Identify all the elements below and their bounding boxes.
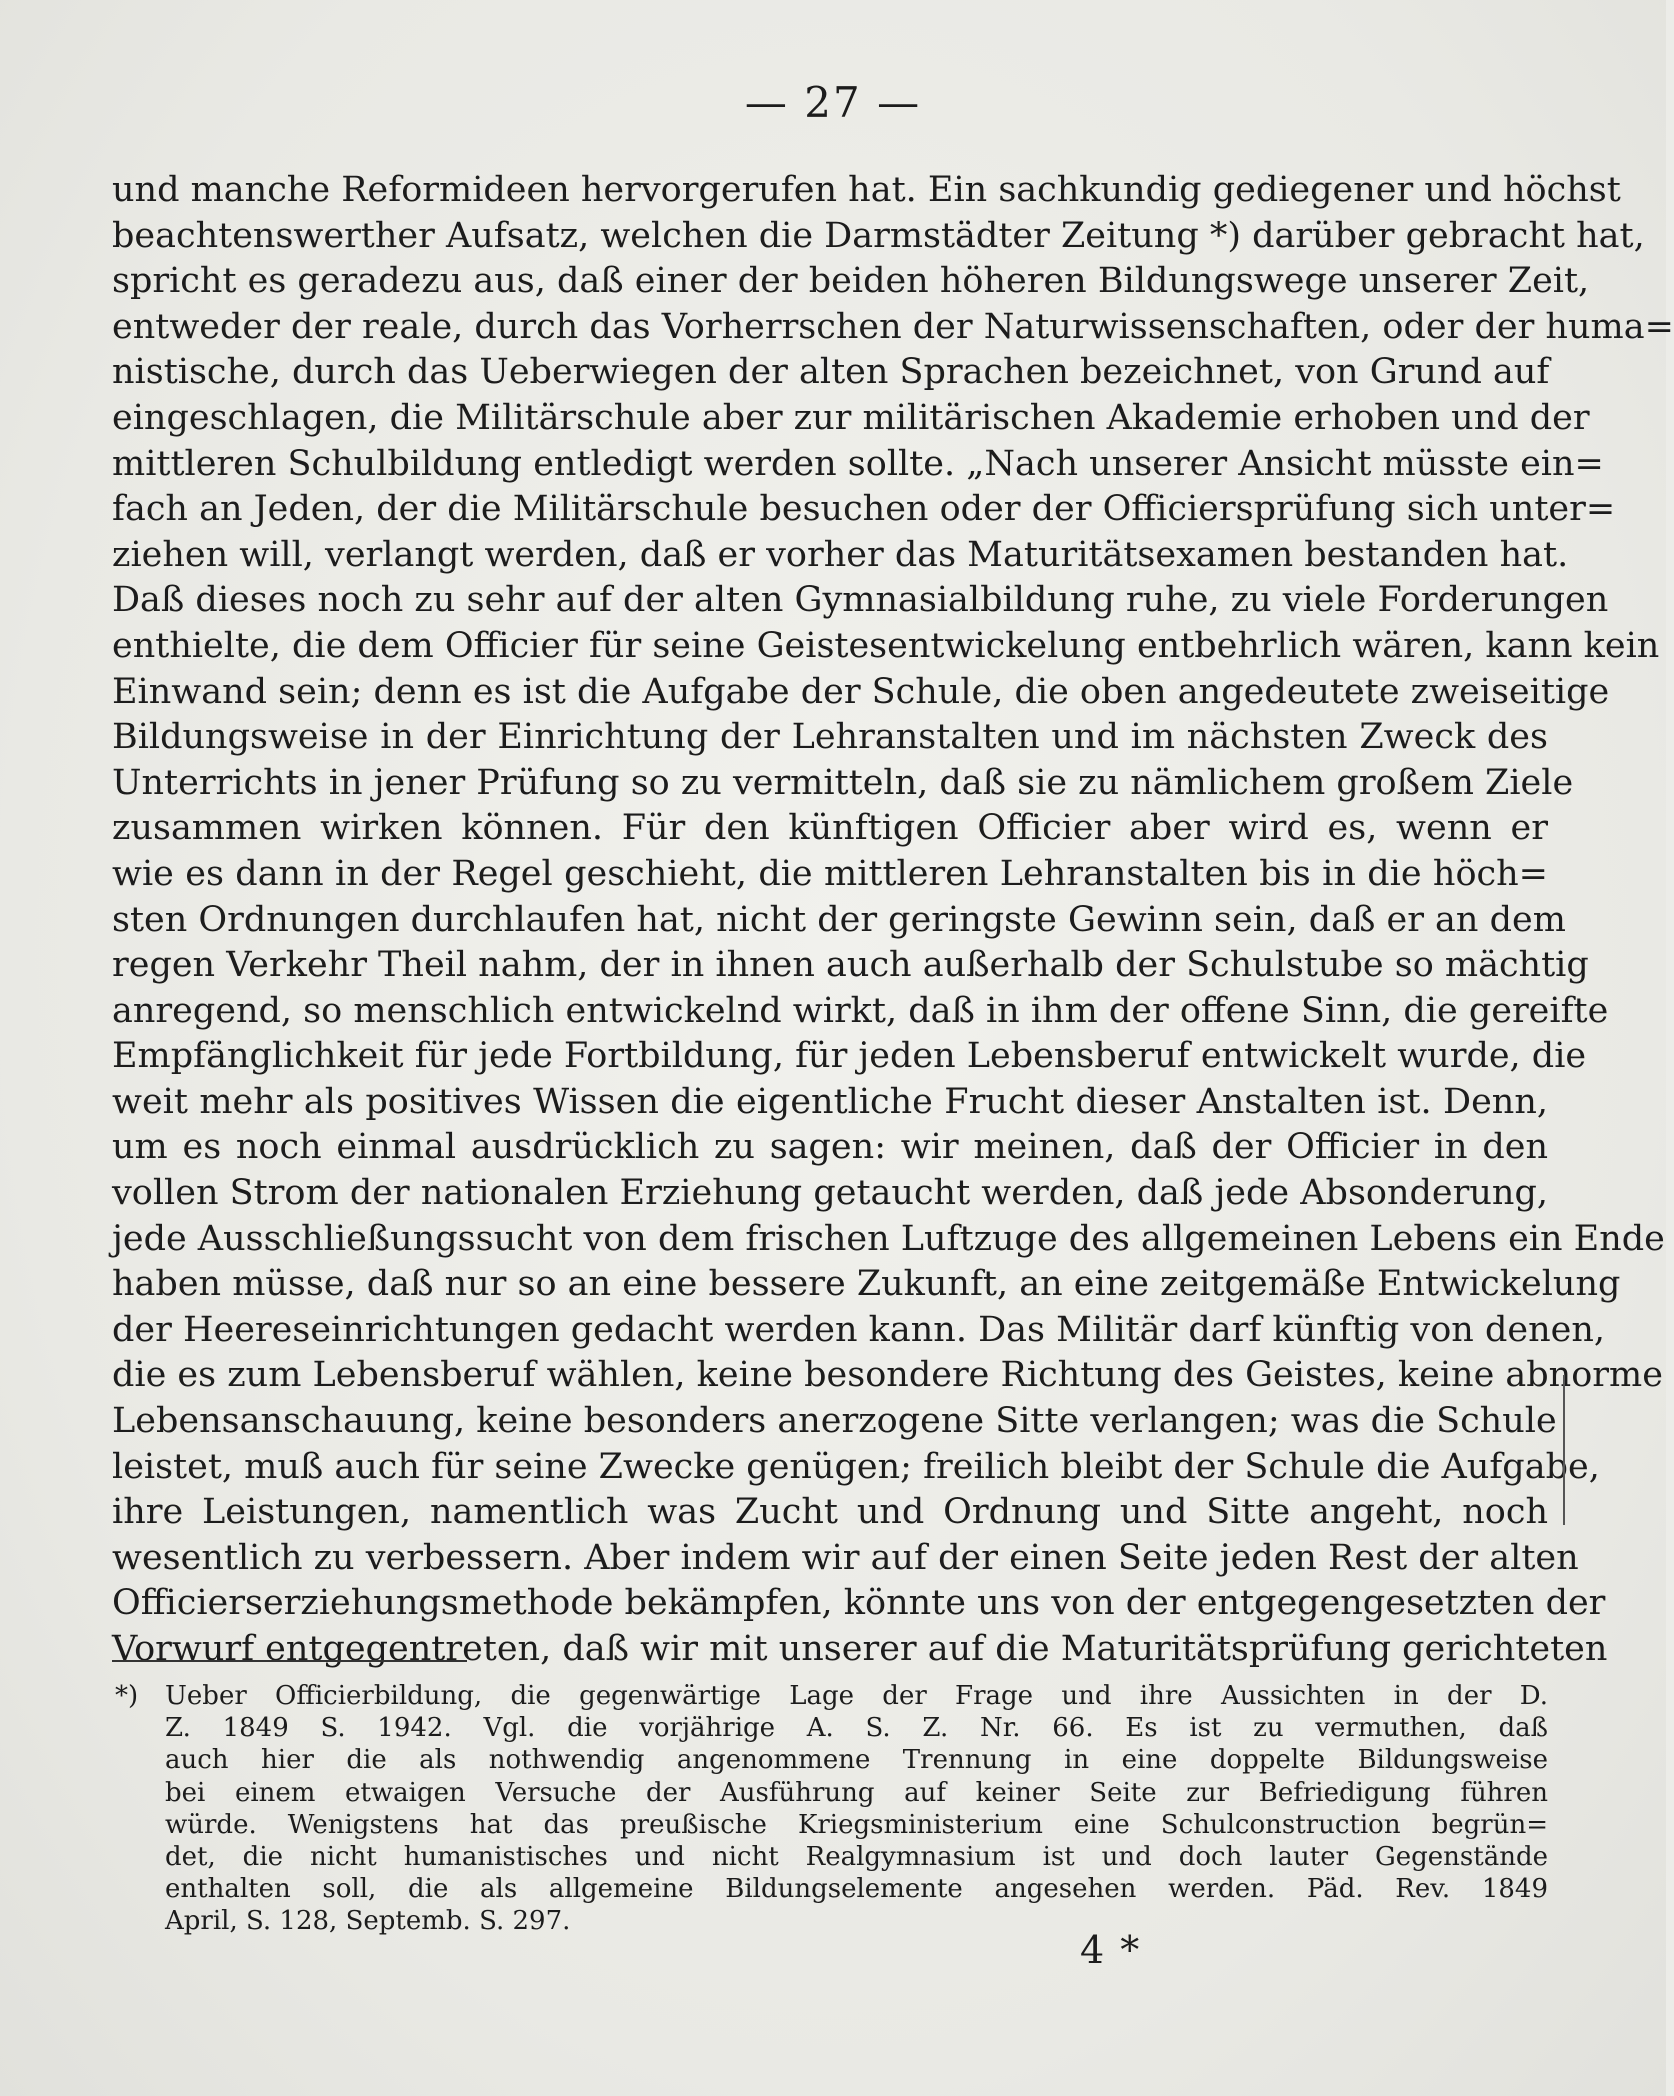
- text-line: enthielte, die dem Officier für seine Geistesentwickelung entbehrlich wären, kann kein: [112, 625, 1660, 666]
- text-line: ziehen will, verlangt werden, daß er vorher das Maturitätsexamen bestanden hat.: [112, 534, 1569, 575]
- text-line: beachtenswerther Aufsatz, welchen die Darmstädter Zeitung *) darüber gebracht hat,: [112, 215, 1645, 256]
- text-line: die es zum Lebensberuf wählen, keine besondere Richtung des Geistes, keine abnorme: [112, 1355, 1663, 1396]
- footnote-line: würde. Wenigstens hat das preußische Kriegsministerium eine Schulconstruction begrün=: [165, 1809, 1548, 1840]
- margin-mark: [1563, 1375, 1565, 1525]
- text-line: um es noch einmal ausdrücklich zu sagen: wir meinen, daß der Officier in den: [112, 1127, 1548, 1168]
- text-line: Bildungsweise in der Einrichtung der Lehranstalten und im nächsten Zweck des: [112, 717, 1548, 758]
- text-line: Einwand sein; denn es ist die Aufgabe der Schule, die oben angedeutete zweiseitige: [112, 671, 1610, 712]
- text-line: mittleren Schulbildung entledigt werden sollte. „Nach unserer Ansicht müsste ein=: [112, 443, 1604, 484]
- footnote-line-text: Ueber Officierbildung, die gegenwärtige Lage der Frage und ihre Aussichten in der D.: [165, 1681, 1548, 1711]
- text-line: Lebensanschauung, keine besonders anerzogene Sitte verlangen; was die Schule: [112, 1401, 1557, 1442]
- text-line: leistet, muß auch für seine Zwecke genügen; freilich bleibt der Schule die Aufgabe,: [112, 1446, 1600, 1487]
- page-number: — 27 —: [744, 78, 922, 127]
- body-text: [112, 168, 1674, 1673]
- text-line: und manche Reformideen hervorgerufen hat. Ein sachkundig gediegener und höchst: [112, 170, 1621, 210]
- text-line: Daß dieses noch zu sehr auf der alten Gymnasialbildung ruhe, zu viele Forderungen: [112, 580, 1609, 621]
- footnote-line: enthalten soll, die als allgemeine Bildungselemente angesehen werden. Päd. Rev. 1849: [165, 1874, 1548, 1905]
- footnote-line: bei einem etwaigen Versuche der Ausführung auf keiner Seite zur Befriedigung führen: [165, 1777, 1548, 1808]
- text-line: fach an Jeden, der die Militärschule besuchen oder der Officiersprüfung sich unter=: [112, 489, 1616, 530]
- footnote-marker: *): [115, 1681, 139, 1711]
- footnote-divider: [112, 1660, 467, 1662]
- text-line: spricht es geradezu aus, daß einer der beiden höheren Bildungswege unserer Zeit,: [112, 261, 1590, 302]
- footnote-line: April, S. 128, Septemb. S. 297.: [165, 1906, 571, 1937]
- text-line: wie es dann in der Regel geschieht, die mittleren Lehranstalten bis in die höch=: [112, 853, 1548, 894]
- text-line: entweder der reale, durch das Vorherrschen der Naturwissenschaften, oder der huma=: [112, 306, 1674, 347]
- text-line: jede Ausschließungssucht von dem frischen Luftzuge des allgemeinen Lebens ein Ende: [112, 1218, 1665, 1259]
- text-line: Unterrichts in jener Prüfung so zu vermitteln, daß sie zu nämlichem großem Ziele: [112, 762, 1574, 803]
- text-line: weit mehr als positives Wissen die eigentliche Frucht dieser Anstalten ist. Denn,: [112, 1081, 1548, 1122]
- text-line: Empfänglichkeit für jede Fortbildung, für jeden Lebensberuf entwickelt wurde, die: [112, 1036, 1587, 1077]
- text-line: der Heereseinrichtungen gedacht werden kann. Das Militär darf künftig von denen,: [112, 1309, 1605, 1350]
- text-line: haben müsse, daß nur so an eine bessere Zukunft, an eine zeitgemäße Entwickelung: [112, 1264, 1621, 1305]
- signature-mark: 4 *: [1080, 1928, 1142, 1972]
- footnote-line: [115, 1680, 1548, 1712]
- text-line: Vorwurf entgegentreten, daß wir mit unserer auf die Maturitätsprüfung gerichteten: [112, 1629, 1608, 1669]
- text-line: wesentlich zu verbessern. Aber indem wir auf der einen Seite jeden Rest der alten: [112, 1537, 1579, 1578]
- text-line: eingeschlagen, die Militärschule aber zur militärischen Akademie erhoben und der: [112, 397, 1590, 438]
- text-line: Officierserziehungsmethode bekämpfen, könnte uns von der entgegengesetzten der: [112, 1583, 1606, 1624]
- text-line: regen Verkehr Theil nahm, der in ihnen auch außerhalb der Schulstube so mächtig: [112, 945, 1589, 986]
- text-line: sten Ordnungen durchlaufen hat, nicht der geringste Gewinn sein, daß er an dem: [112, 899, 1566, 940]
- text-line: vollen Strom der nationalen Erziehung getaucht werden, daß jede Absonderung,: [112, 1173, 1548, 1214]
- footnote-line: det, die nicht humanistisches und nicht Realgymnasium ist und doch lauter Gegenstände: [165, 1841, 1548, 1872]
- text-line: anregend, so menschlich entwickelnd wirkt, daß in ihm der offene Sinn, die gereifte: [112, 990, 1609, 1031]
- footnote: [115, 1680, 1548, 1938]
- text-line: nistische, durch das Ueberwiegen der alten Sprachen bezeichnet, von Grund auf: [112, 352, 1550, 393]
- footnote-line: auch hier die als nothwendig angenommene Trennung in eine doppelte Bildungsweise: [165, 1745, 1548, 1776]
- text-line: zusammen wirken können. Für den künftigen Officier aber wird es, wenn er: [112, 808, 1548, 849]
- footnote-line: Z. 1849 S. 1942. Vgl. die vorjährige A. S. Z. Nr. 66. Es ist zu vermuthen, daß: [165, 1713, 1548, 1744]
- text-line: ihre Leistungen, namentlich was Zucht und Ordnung und Sitte angeht, noch: [112, 1492, 1548, 1533]
